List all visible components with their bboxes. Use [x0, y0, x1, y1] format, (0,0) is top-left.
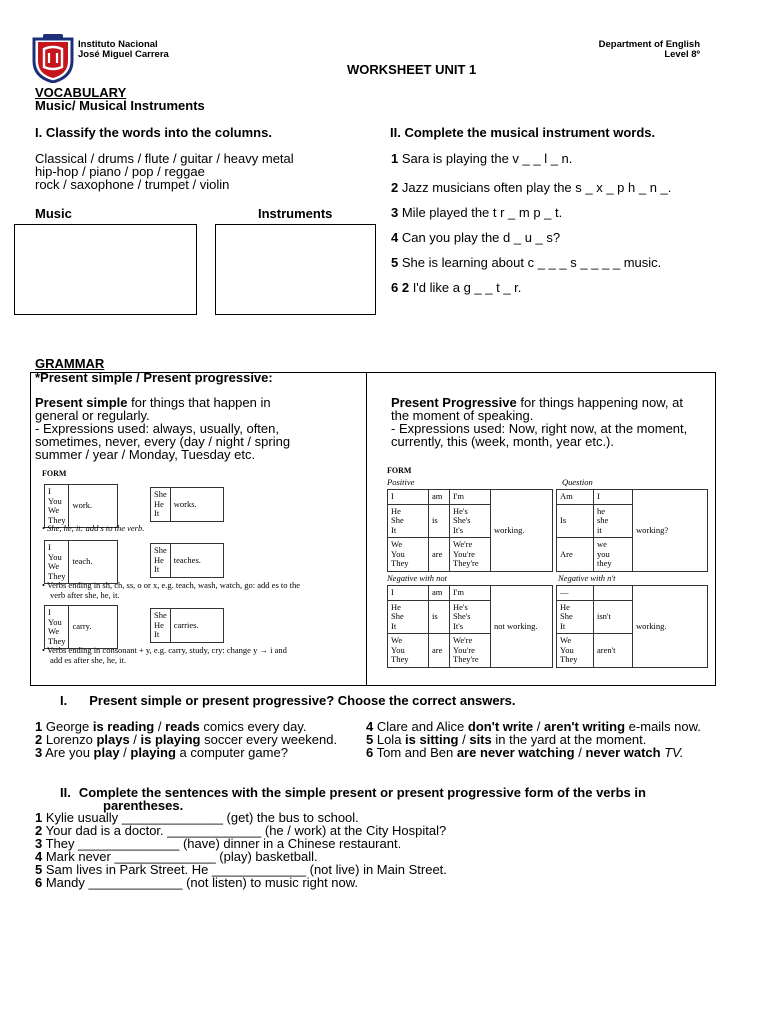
col-music-label: Music [35, 206, 72, 221]
complete-item[interactable]: 4 Mark never ______________ (play) basketball. [35, 849, 318, 864]
vocab-subheading: Music/ Musical Instruments [35, 98, 205, 113]
pp-negative-not-label: Negative with not [387, 573, 447, 583]
ex-choose-title: I. Present simple or present progressive? Choose the correct answers. [60, 693, 516, 708]
pp-question-label: Question [562, 477, 593, 487]
ex2-title: II. Complete the musical instrument words. [390, 125, 656, 140]
choose-item[interactable]: 1 George is reading / reads comics every day. [35, 719, 307, 734]
col-instruments-label: Instruments [258, 206, 333, 221]
grammar-heading: GRAMMAR [35, 356, 105, 371]
ex2-item: 3 Mile played the t r _ m p _ t. [391, 205, 563, 220]
ps-note: • Verbs ending in sh, ch, ss, o or x, e.g. teach, wash, watch, go: add es to the verb after she, he, it. [42, 580, 301, 600]
pp-question-table: Am I working? Is he she it Are we you they [556, 489, 708, 572]
pp-form-label: FORM [387, 466, 412, 475]
choose-item[interactable]: 3 Are you play / playing a computer game? [35, 745, 288, 760]
ps-form-table-1: I You We They work. [44, 484, 118, 528]
ex2-item: 2 Jazz musicians often play the s _ x _ p h _ n _. [391, 180, 672, 195]
department: Department of English Level 8º [598, 39, 700, 60]
present-progressive-term: Present Progressive [391, 395, 517, 410]
complete-item[interactable]: 6 Mandy _____________ (not listen) to music right now. [35, 875, 359, 890]
ps-form-table-2s: She He It teaches. [150, 543, 224, 578]
word-line: Classical / drums / flute / guitar / heavy metal [35, 151, 294, 166]
pp-positive-label: Positive [387, 477, 415, 487]
word-line: hip-hop / piano / pop / reggae [35, 164, 205, 179]
present-progressive-def: Present Progressive for things happening now, at the moment of speaking. - Expressions used: Now, right now, at the moment, currently, this (week, month, year etc.). [391, 395, 688, 449]
present-simple-term: Present simple [35, 395, 128, 410]
school-name: Instituto Nacional José Miguel Carrera [78, 39, 169, 60]
pronouns: I You We They [45, 485, 69, 528]
pp-negative-nt-table: — working. He She It isn't We You They aren't [556, 585, 708, 668]
ps-note: • She, he, it: add s to the verb. [42, 523, 145, 533]
ex2-item: 1 Sara is playing the v _ _ l _ n. [391, 151, 573, 166]
ps-form-table-3s: She He It carries. [150, 608, 224, 643]
choose-item[interactable]: 6 Tom and Ben are never watching / never watch TV. [366, 745, 684, 760]
complete-item[interactable]: 1 Kylie usually ______________ (get) the bus to school. [35, 810, 359, 825]
ex2-item: 5 She is learning about c _ _ _ s _ _ _ _ music. [391, 255, 662, 270]
pp-positive-table: I am I'm working. He She It is He's She's It's We You They are We're You're They're [387, 489, 553, 572]
choose-item[interactable]: 4 Clare and Alice don't write / aren't writing e-mails now. [366, 719, 701, 734]
grammar-subheading: *Present simple / Present progressive: [35, 370, 273, 385]
school-crest [30, 33, 76, 83]
word-list [35, 152, 294, 191]
complete-item[interactable]: 3 They ______________ (have) dinner in a Chinese restaurant. [35, 836, 402, 851]
choose-item[interactable]: 2 Lorenzo plays / is playing soccer every weekend. [35, 732, 338, 747]
complete-item[interactable]: 2 Your dad is a doctor. _____________ (he / work) at the City Hospital? [35, 823, 447, 838]
pp-negative-nt-label: Negative with n't [558, 573, 616, 583]
ex-complete-title: II. Complete the sentences with the simple present or present progressive form of the verbs in parentheses. [60, 785, 646, 813]
grammar-divider [366, 372, 367, 686]
ps-note: • Verbs ending in consonant + y, e.g. carry, study, cry: change y → i and add es after she, he, it. [42, 645, 287, 665]
present-simple-def: Present simple for things that happen in general or regularly. - Expressions used: always, usually, often, sometimes, never, every (day / night / spring summer / year / Monday, Tuesday etc. [35, 395, 291, 462]
instruments-answer-box[interactable] [215, 224, 376, 315]
ex1-title: I. Classify the words into the columns. [35, 125, 272, 140]
page-title: WORKSHEET UNIT 1 [347, 62, 477, 77]
vocab-heading: VOCABULARY [35, 85, 127, 100]
ps-form-table-2: I You We They teach. [44, 540, 118, 584]
ps-form-table-1s: She He It works. [150, 487, 224, 522]
ps-form-label: FORM [42, 469, 67, 478]
ps-form-table-3: I You We They carry. [44, 605, 118, 649]
complete-item[interactable]: 5 Sam lives in Park Street. He _____________ (not live) in Main Street. [35, 862, 447, 877]
ex2-item: 4 Can you play the d _ u _ s? [391, 230, 561, 245]
music-answer-box[interactable] [14, 224, 197, 315]
word-line: rock / saxophone / trumpet / violin [35, 177, 230, 192]
pp-negative-table: I am I'm not working. He She It is He's She's It's We You They are We're You're They're [387, 585, 553, 668]
ex2-item: 6 2 I'd like a g _ _ t _ r. [391, 280, 522, 295]
choose-item[interactable]: 5 Lola is sitting / sits in the yard at the moment. [366, 732, 647, 747]
